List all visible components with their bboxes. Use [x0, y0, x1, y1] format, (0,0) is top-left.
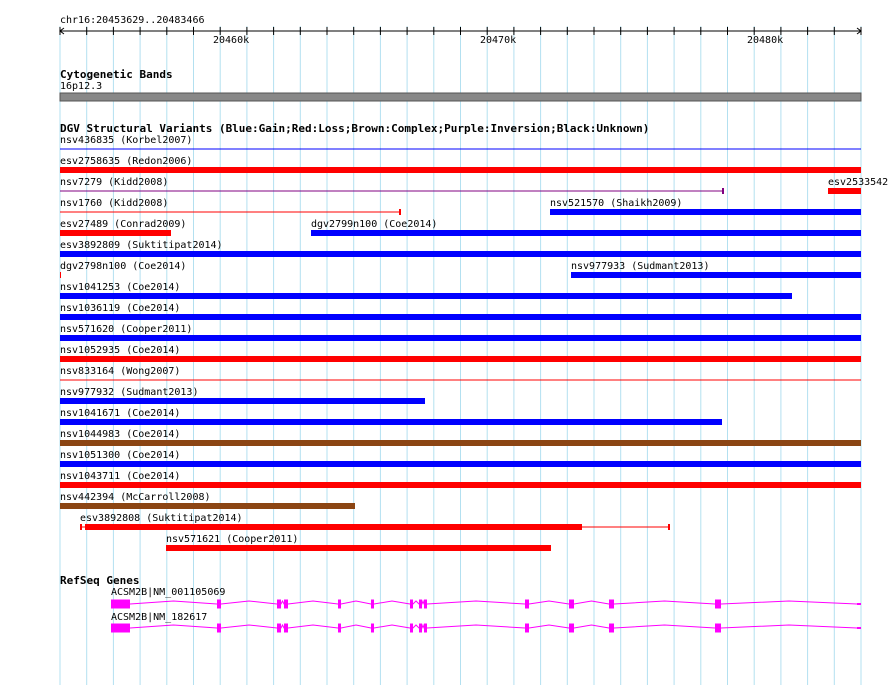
exon-block[interactable]: [338, 600, 341, 609]
cytoband-label: 16p12.3: [60, 81, 103, 92]
variant-label[interactable]: nsv1041671 (Coe2014): [60, 408, 181, 419]
exon-block[interactable]: [609, 624, 614, 633]
variant-label[interactable]: nsv7279 (Kidd2008): [60, 177, 169, 188]
variant-bar[interactable]: [60, 230, 171, 236]
variant-label[interactable]: nsv833164 (Wong2007): [60, 366, 181, 377]
variant-label[interactable]: nsv1041253 (Coe2014): [60, 282, 181, 293]
exon-block[interactable]: [857, 603, 861, 605]
exon-block[interactable]: [284, 624, 288, 633]
variant-bar[interactable]: [60, 440, 861, 446]
variant-bar[interactable]: [571, 272, 861, 278]
variant-label[interactable]: dgv2798n100 (Coe2014): [60, 261, 187, 272]
variant-bar[interactable]: [311, 230, 861, 236]
exon-block[interactable]: [569, 600, 574, 609]
exon-block[interactable]: [111, 624, 130, 633]
variant-label[interactable]: esv27489 (Conrad2009): [60, 219, 187, 230]
cytoband-16p12-3[interactable]: [60, 93, 861, 101]
variant-bar[interactable]: [828, 188, 861, 194]
exon-block[interactable]: [111, 600, 130, 609]
refseq-gene-models: [111, 600, 861, 633]
variant-label[interactable]: nsv571621 (Cooper2011): [166, 534, 299, 545]
variant-bar[interactable]: [60, 398, 425, 404]
exon-block[interactable]: [277, 600, 281, 609]
track-title-refseq-genes[interactable]: RefSeq Genes: [60, 574, 140, 587]
variant-bar[interactable]: [60, 503, 355, 509]
variant-label[interactable]: nsv1051300 (Coe2014): [60, 450, 181, 461]
variant-label[interactable]: nsv436835 (Korbel2007): [60, 135, 193, 146]
variant-bar[interactable]: [60, 335, 861, 341]
ruler-tick-label: 20480k: [747, 35, 784, 46]
variant-label[interactable]: esv3892809 (Suktitipat2014): [60, 240, 223, 251]
exon-block[interactable]: [419, 624, 422, 633]
variant-bar[interactable]: [166, 545, 551, 551]
ruler: [60, 27, 861, 35]
variant-bar[interactable]: [550, 209, 861, 215]
variant-label[interactable]: esv2533542: [828, 177, 889, 188]
variant-bar[interactable]: [60, 293, 792, 299]
variant-label[interactable]: nsv1044983 (Coe2014): [60, 429, 181, 440]
exon-block[interactable]: [424, 600, 427, 609]
intron-line: [130, 601, 857, 604]
variant-bar[interactable]: [60, 314, 861, 320]
exon-block[interactable]: [424, 624, 427, 633]
exon-block[interactable]: [419, 600, 422, 609]
exon-block[interactable]: [715, 600, 721, 609]
exon-block[interactable]: [857, 627, 861, 629]
variant-bar[interactable]: [60, 272, 61, 278]
variant-label[interactable]: dgv2799n100 (Coe2014): [311, 219, 438, 230]
cytoband-ideogram[interactable]: [60, 93, 861, 101]
exon-block[interactable]: [525, 600, 529, 609]
variant-bar[interactable]: [60, 356, 861, 362]
exon-block[interactable]: [217, 624, 221, 633]
exon-block[interactable]: [284, 600, 288, 609]
variant-label[interactable]: nsv1036119 (Coe2014): [60, 303, 181, 314]
exon-block[interactable]: [609, 600, 614, 609]
exon-block[interactable]: [277, 624, 281, 633]
exon-block[interactable]: [410, 600, 413, 609]
intron-line: [130, 625, 857, 628]
variant-bar[interactable]: [60, 482, 861, 488]
exon-block[interactable]: [338, 624, 341, 633]
gene-label[interactable]: ACSM2B|NM_182617: [111, 612, 208, 623]
exon-block[interactable]: [371, 600, 374, 609]
exon-block[interactable]: [569, 624, 574, 633]
variant-label[interactable]: nsv1043711 (Coe2014): [60, 471, 181, 482]
track-title-cytogenetic-bands[interactable]: Cytogenetic Bands: [60, 68, 173, 81]
variant-label[interactable]: esv3892808 (Suktitipat2014): [80, 513, 243, 524]
variant-bar[interactable]: [85, 524, 582, 530]
exon-block[interactable]: [217, 600, 221, 609]
variant-label[interactable]: nsv977932 (Sudmant2013): [60, 387, 199, 398]
ruler-location: chr16:20453629..20483466: [60, 15, 205, 26]
variant-label[interactable]: nsv521570 (Shaikh2009): [550, 198, 683, 209]
variant-label[interactable]: nsv442394 (McCarroll2008): [60, 492, 211, 503]
track-title-dgv[interactable]: DGV Structural Variants (Blue:Gain;Red:Loss;Brown:Complex;Purple:Inversion;Black:Unknown): [60, 122, 650, 135]
gene-label[interactable]: ACSM2B|NM_001105069: [111, 587, 226, 598]
variant-label[interactable]: nsv977933 (Sudmant2013): [571, 261, 710, 272]
variant-label[interactable]: nsv1760 (Kidd2008): [60, 198, 169, 209]
variant-label[interactable]: nsv1052935 (Coe2014): [60, 345, 181, 356]
variant-bar[interactable]: [60, 419, 722, 425]
ruler-tick-label: 20470k: [480, 35, 517, 46]
exon-block[interactable]: [410, 624, 413, 633]
variant-bar[interactable]: [60, 167, 861, 173]
variant-bar[interactable]: [60, 251, 861, 257]
exon-block[interactable]: [525, 624, 529, 633]
exon-block[interactable]: [371, 624, 374, 633]
exon-block[interactable]: [715, 624, 721, 633]
variant-label[interactable]: nsv571620 (Cooper2011): [60, 324, 193, 335]
variant-bar[interactable]: [60, 461, 861, 467]
ruler-tick-label: 20460k: [213, 35, 250, 46]
variant-label[interactable]: esv2758635 (Redon2006): [60, 156, 193, 167]
